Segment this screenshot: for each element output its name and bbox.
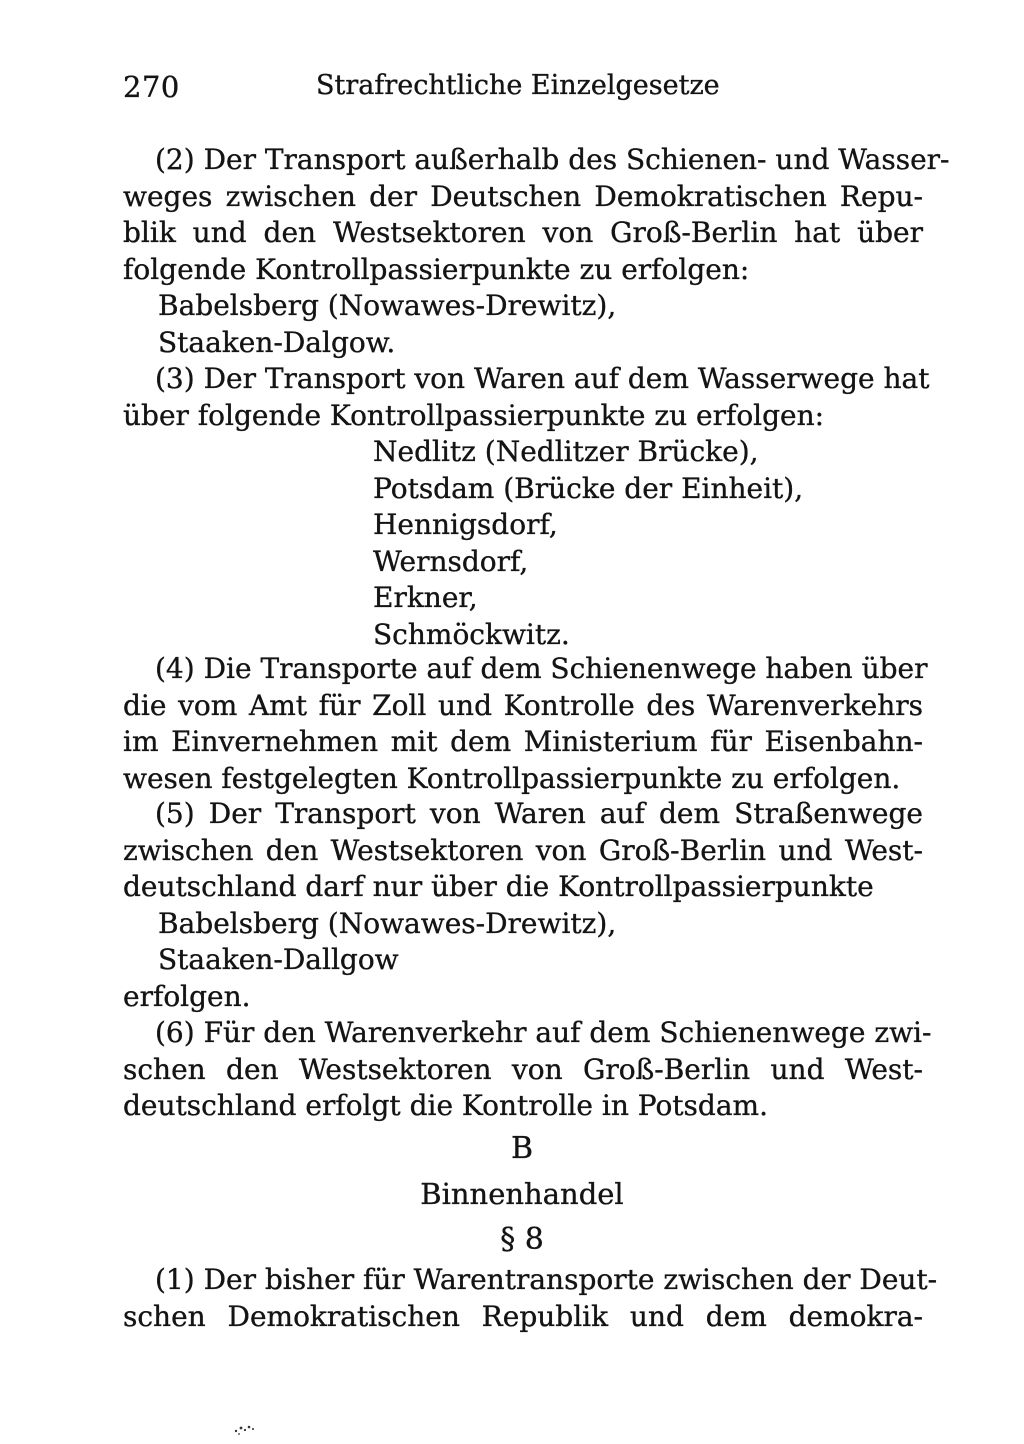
text-line: die vom Amt für Zoll und Kontrolle des Warenverkehrs [123, 688, 923, 722]
place-name: Babelsberg (Nowawes-Drewitz), [158, 906, 617, 940]
section-letter: B [510, 1131, 534, 1166]
text-line: schen den Westsektoren von Groß-Berlin und West- [123, 1052, 923, 1086]
text-line: wesen festgelegten Kontrollpassierpunkte zu erfolgen. [123, 761, 901, 795]
text-line: im Einvernehmen mit dem Ministerium für Eisenbahn- [123, 725, 923, 758]
text-line: blik und den Westsektoren von Groß-Berlin hat über [123, 216, 923, 249]
text-line: deutschland darf nur über die Kontrollpassierpunkte [123, 870, 874, 903]
place-name: Wernsdorf, [373, 544, 529, 578]
place-name: Schmöckwitz. [373, 617, 570, 651]
place-name: Staaken-Dallgow [158, 943, 399, 976]
text-line: zwischen den Westsektoren von Groß-Berlin und West- [123, 833, 923, 867]
text-line: erfolgen. [123, 979, 251, 1013]
paragraph-number: § 8 [500, 1222, 544, 1257]
text-line: (2) Der Transport außerhalb des Schienen- und Wasser- [155, 143, 950, 176]
place-name: Babelsberg (Nowawes-Drewitz), [158, 289, 617, 322]
text-line: weges zwischen der Deutschen Demokratischen Repu- [123, 179, 923, 213]
text-block-transport-points [123, 142, 950, 653]
text-block-rail-transport [123, 651, 928, 797]
text-block-domestic-trade [123, 1262, 938, 1335]
text-line: (5) Der Transport von Waren auf dem Straßenwege [155, 797, 923, 830]
text-line: (6) Für den Warenverkehr auf dem Schienenwege zwi- [155, 1016, 932, 1049]
place-name: Potsdam (Brücke der Einheit), [373, 471, 804, 505]
page-header [123, 70, 923, 110]
running-head: Strafrechtliche Einzelgesetze [316, 70, 720, 101]
text-line: (3) Der Transport von Waren auf dem Wasserwege hat [155, 362, 930, 395]
text-line: (4) Die Transporte auf dem Schienenwege haben über [155, 652, 928, 685]
text-line: folgende Kontrollpassierpunkte zu erfolgen: [123, 252, 750, 286]
text-line: (1) Der bisher für Warentransporte zwischen der Deut- [155, 1263, 938, 1296]
page-number: 270 [123, 70, 180, 104]
place-name: Nedlitz (Nedlitzer Brücke), [373, 435, 759, 468]
ink-speck-decoration [232, 1423, 262, 1437]
place-name: Staaken-Dalgow. [158, 325, 396, 359]
place-name: Hennigsdorf, [373, 508, 558, 541]
section-title: Binnenhandel [420, 1177, 624, 1211]
text-line: schen Demokratischen Republik und dem demokra- [123, 1299, 923, 1333]
text-block-road-transport [123, 796, 932, 1125]
text-line: über folgende Kontrollpassierpunkte zu erfolgen: [123, 398, 825, 432]
place-name: Erkner, [373, 581, 478, 614]
text-line: deutschland erfolgt die Kontrolle in Potsdam. [123, 1089, 768, 1122]
